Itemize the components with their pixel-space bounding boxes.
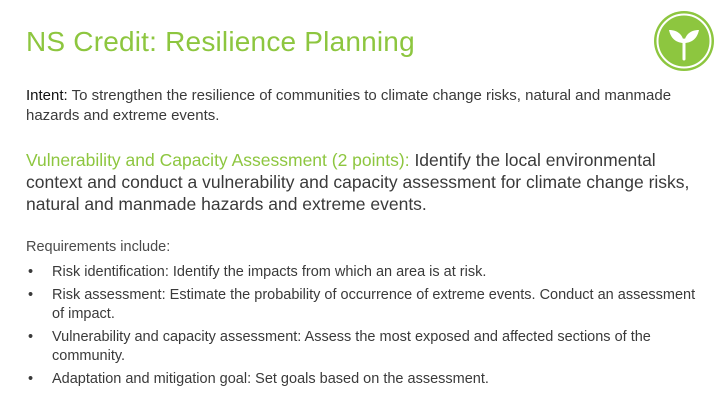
list-item xyxy=(26,328,706,366)
intent-text: To strengthen the resilience of communities to climate change risks, natural and manmade hazards and extreme events. xyxy=(26,87,672,124)
sprout-icon xyxy=(653,10,715,72)
requirement-text: Risk assessment: Estimate the probability of occurrence of extreme events. Conduct an assessment of impact. xyxy=(52,287,696,322)
list-item xyxy=(26,263,706,282)
bullet: • xyxy=(28,329,34,345)
requirements-list xyxy=(26,263,706,393)
slide-title: NS Credit: Resilience Planning xyxy=(26,26,415,57)
list-item xyxy=(26,286,706,324)
bullet: • xyxy=(28,371,34,387)
assessment-label: Vulnerability and Capacity Assessment (2 points): xyxy=(26,150,410,170)
requirement-text: Risk identification: Identify the impacts from which an area is at risk. xyxy=(52,264,487,280)
assessment-text: Identify the local environmental context and conduct a vulnerability and capacity assessment for climate change risks, natural and manmade hazards and extreme events. xyxy=(26,150,690,214)
requirements-heading: Requirements include: xyxy=(26,239,171,255)
intent-label: Intent: xyxy=(26,87,68,104)
intent-paragraph xyxy=(26,86,696,126)
assessment-paragraph xyxy=(26,149,706,215)
bullet: • xyxy=(28,264,34,280)
requirement-text: Adaptation and mitigation goal: Set goals based on the assessment. xyxy=(52,371,489,387)
list-item xyxy=(26,370,706,389)
bullet: • xyxy=(28,287,34,303)
requirement-text: Vulnerability and capacity assessment: Assess the most exposed and affected sections of the community. xyxy=(52,329,651,364)
